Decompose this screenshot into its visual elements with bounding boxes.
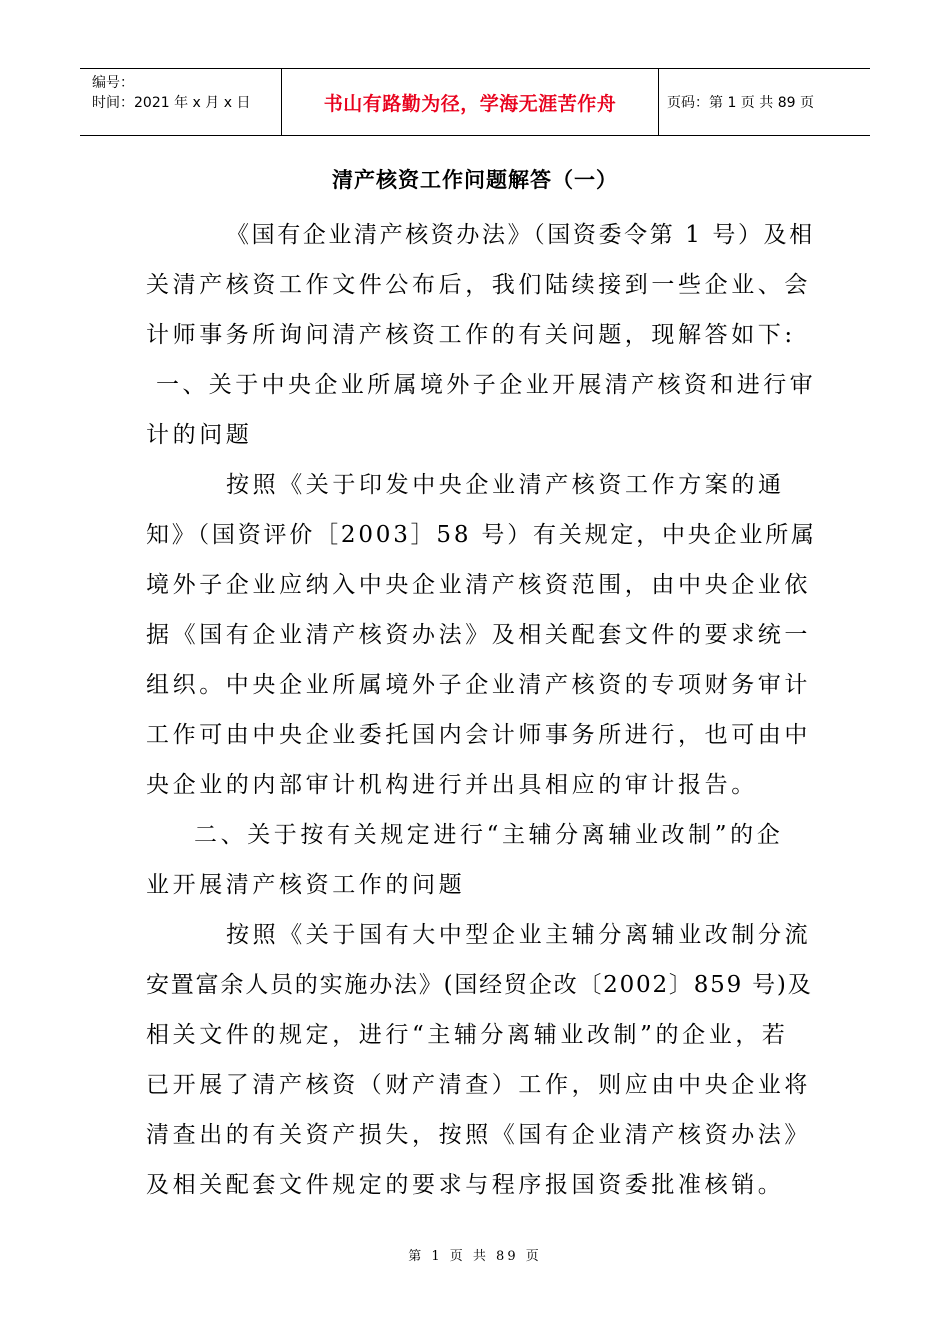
body-line: 按照《关于国有大中型企业主辅分离辅业改制分流	[226, 922, 812, 948]
page-header	[80, 68, 870, 136]
body-line: 按照《关于印发中央企业清产核资工作方案的通	[226, 472, 785, 498]
document-number-label: 编号：	[92, 75, 134, 91]
header-meta	[80, 69, 282, 135]
body-line: 《国有企业清产核资办法》（国资委令第 1 号）及相	[226, 222, 815, 248]
section-heading: 一、关于中央企业所属境外子企业开展清产核资和进行审	[156, 372, 816, 398]
body-line: 关清产核资工作文件公布后，我们陆续接到一些企业、会	[146, 272, 811, 298]
document-time-label: 时间：2021 年 x 月 x 日	[92, 95, 251, 111]
body-line: 安置富余人员的实施办法》(国经贸企改〔2002〕859 号)及	[146, 972, 813, 998]
body-line: 已开展了清产核资（财产清查）工作，则应由中央企业将	[146, 1072, 811, 1098]
header-page-number: 页码：第 1 页 共 89 页	[667, 95, 814, 111]
body-line: 境外子企业应纳入中央企业清产核资范围，由中央企业依	[146, 572, 811, 598]
section-heading: 计的问题	[146, 422, 253, 448]
body-line: 计师事务所询问清产核资工作的有关问题，现解答如下:	[146, 322, 796, 348]
body-line: 组织。中央企业所属境外子企业清产核资的专项财务审计	[146, 672, 811, 698]
body-line: 央企业的内部审计机构进行并出具相应的审计报告。	[146, 772, 758, 798]
body-line: 清查出的有关资产损失，按照《国有企业清产核资办法》	[146, 1122, 811, 1148]
body-line: 据《国有企业清产核资办法》及相关配套文件的要求统一	[146, 622, 811, 648]
body-line: 及相关配套文件规定的要求与程序报国资委批准核销。	[146, 1172, 785, 1198]
section-heading: 业开展清产核资工作的问题	[146, 872, 466, 898]
body-line: 知》（国资评价［2003］58 号）有关规定，中央企业所属	[146, 522, 817, 548]
section-heading: 二、关于按有关规定进行“主辅分离辅业改制”的企	[194, 822, 784, 848]
header-motto: 书山有路勤为径，学海无涯苦作舟	[282, 69, 659, 135]
body-line: 工作可由中央企业委托国内会计师事务所进行，也可由中	[146, 722, 811, 748]
body-line: 相关文件的规定，进行“主辅分离辅业改制”的企业，若	[146, 1022, 789, 1048]
document-title: 清产核资工作问题解答（一）	[332, 168, 618, 192]
page-footer: 第 1 页 共 89 页	[408, 1249, 542, 1264]
